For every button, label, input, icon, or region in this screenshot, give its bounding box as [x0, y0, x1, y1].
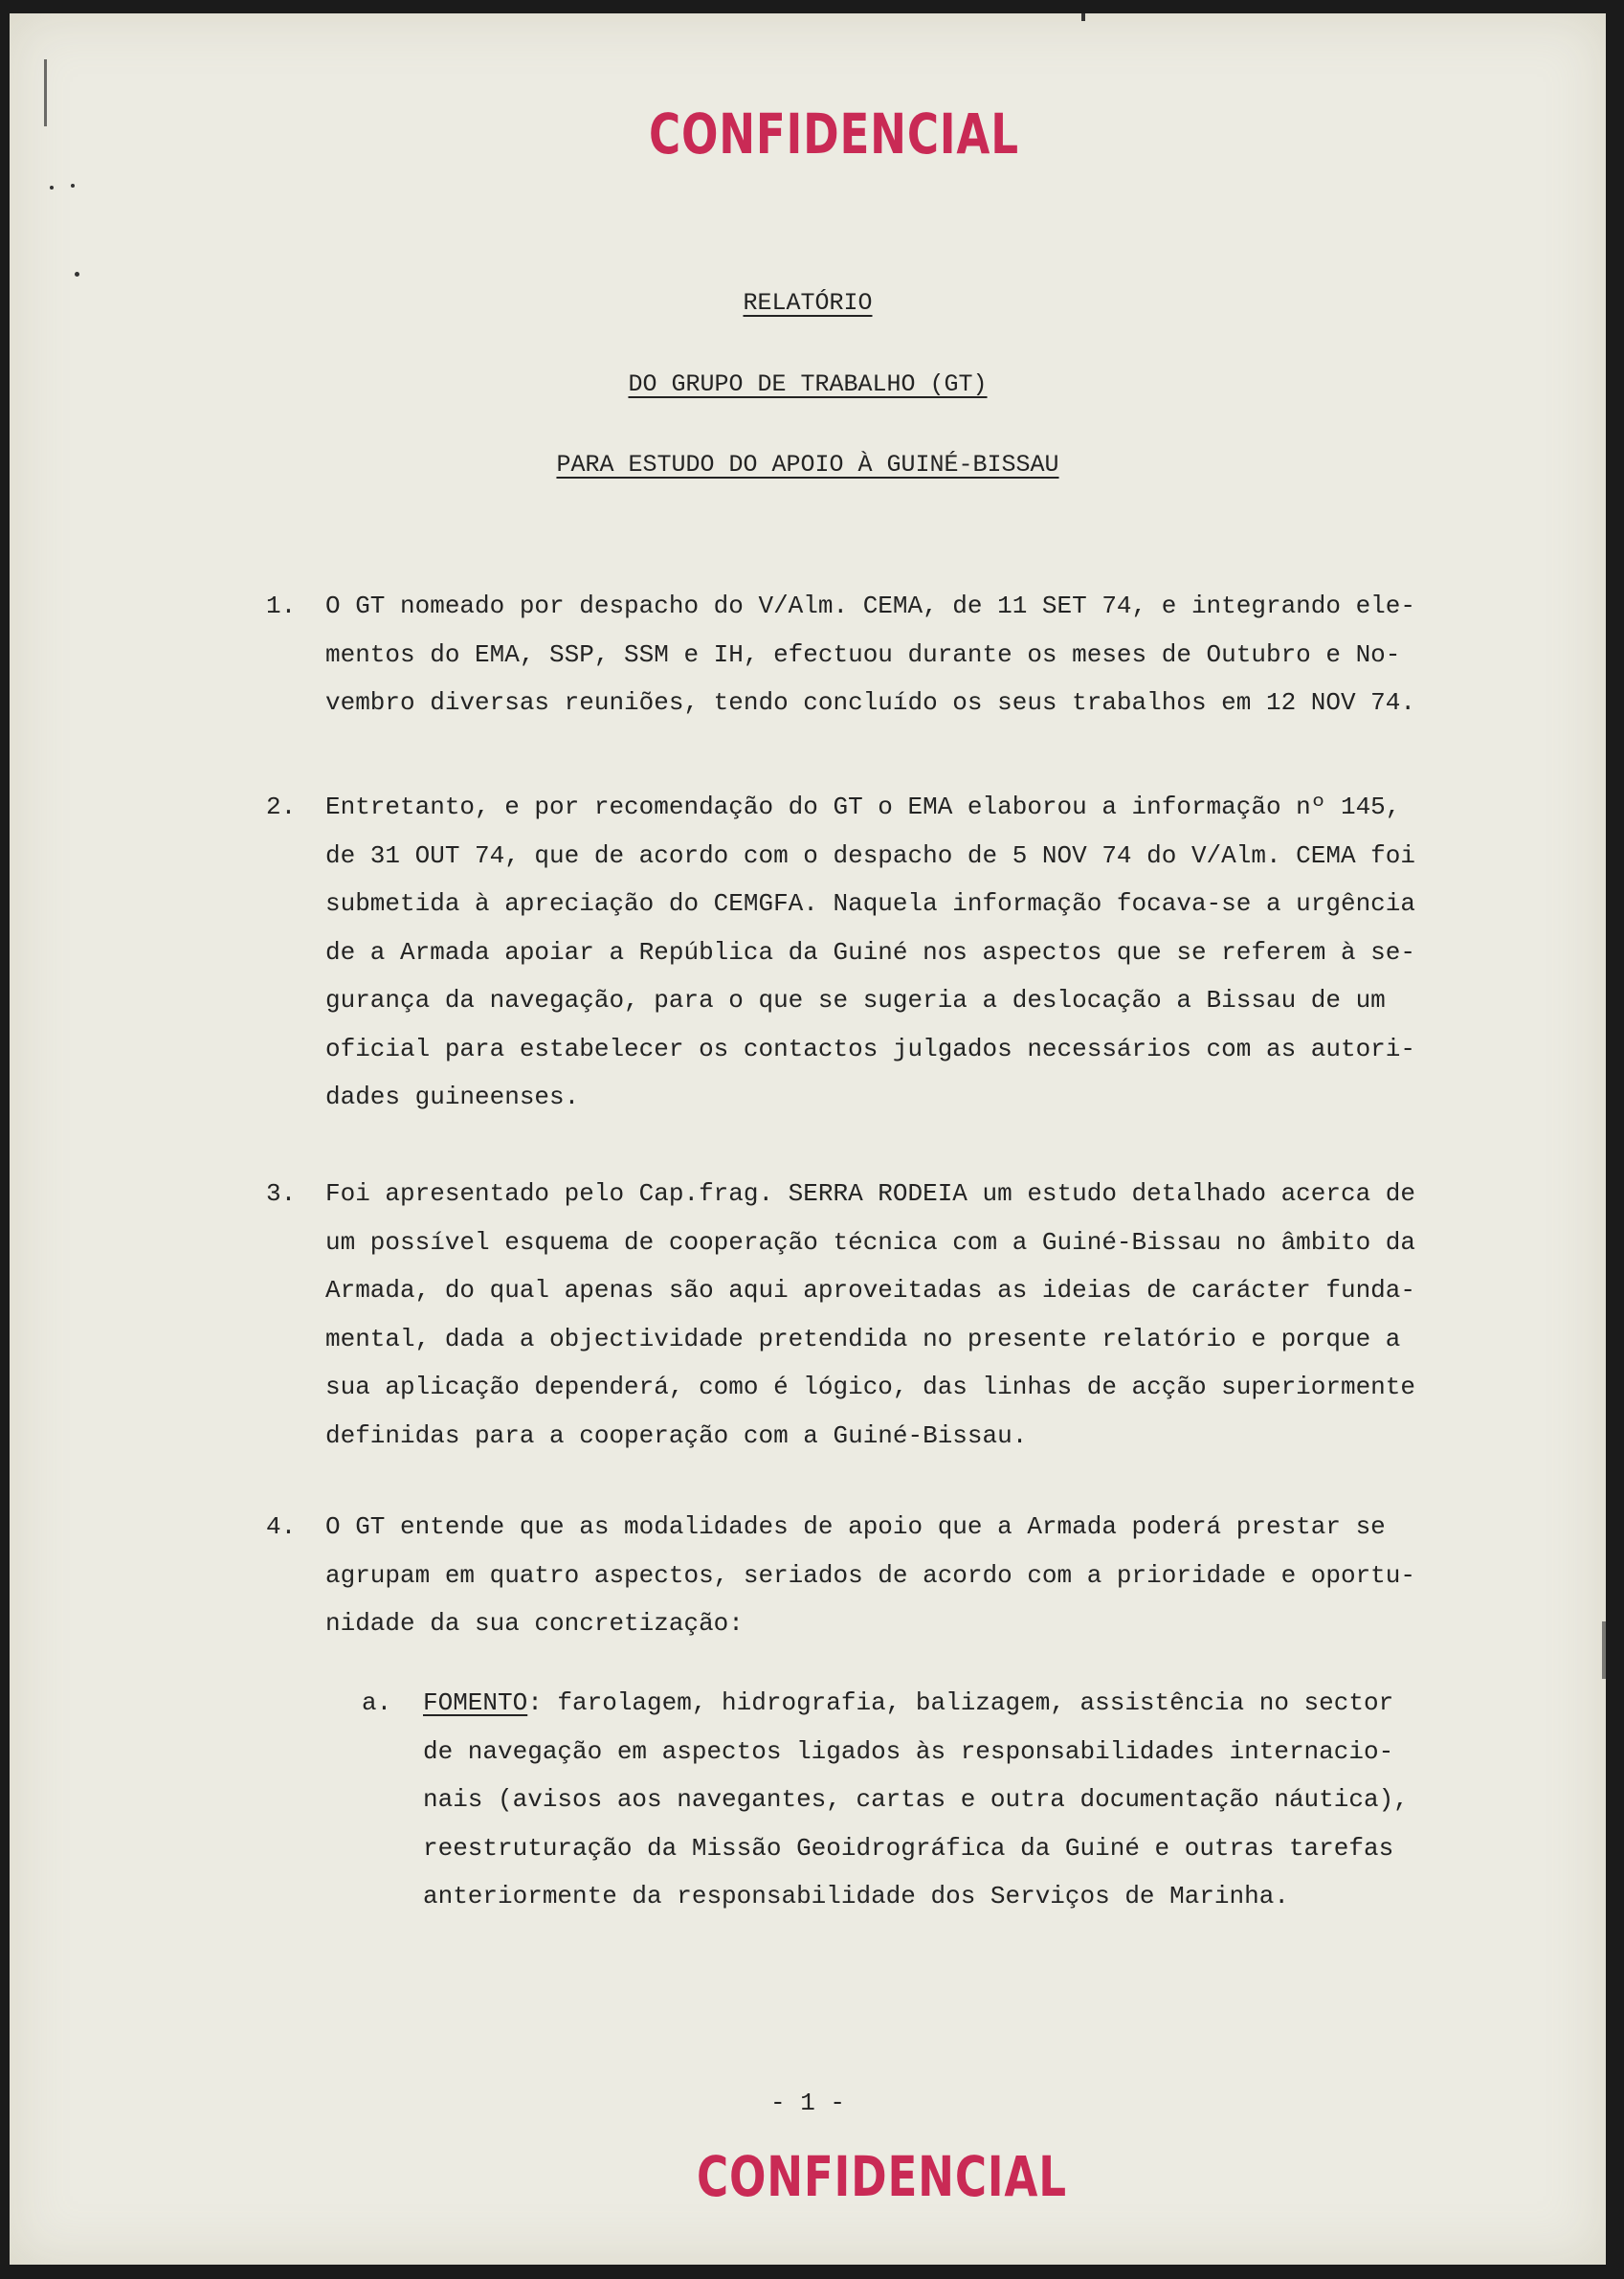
paragraph-line: sua aplicação dependerá, como é lógico, das linhas de acção superiormente: [325, 1373, 1415, 1401]
paragraph-4: [325, 1503, 1415, 1648]
margin-mark: [1081, 13, 1085, 21]
confidential-stamp-bottom: CONFIDENCIAL: [697, 2144, 1067, 2209]
subitem-line: reestruturação da Missão Geoidrográfica da Guiné e outras tarefas: [423, 1833, 1394, 1863]
margin-mark: [44, 59, 47, 126]
margin-mark: [71, 184, 75, 188]
paragraph-line: de a Armada apoiar a República da Guiné nos aspectos que se referem à se-: [325, 937, 1415, 967]
subitem-first-line-rest: : farolagem, hidrografia, balizagem, assistência no sector: [527, 1688, 1394, 1717]
paragraph-line: Entretanto, e por recomendação do GT o EMA elaborou a informação nº 145,: [325, 793, 1401, 821]
paragraph-line: vembro diversas reuniões, tendo concluído os seus trabalhos em 12 NOV 74.: [325, 688, 1415, 717]
paragraph-line: agrupam em quatro aspectos, seriados de acordo com a prioridade e oportu-: [325, 1560, 1415, 1590]
paragraph-line: nidade da sua concretização:: [325, 1609, 744, 1638]
margin-mark: [75, 272, 79, 277]
subitem-first-line: [423, 1679, 1409, 1728]
paragraph-line: de 31 OUT 74, que de acordo com o despacho de 5 NOV 74 do V/Alm. CEMA foi: [325, 840, 1415, 870]
paragraph-number: 2.: [266, 793, 297, 821]
subitem-a: [423, 1679, 1409, 1921]
paragraph-number: 1.: [266, 592, 297, 620]
paragraph-line: O GT nomeado por despacho do V/Alm. CEMA, de 11 SET 74, e integrando ele-: [325, 592, 1415, 620]
subitem-line: de navegação em aspectos ligados às responsabilidades internacio-: [423, 1736, 1394, 1766]
paragraph-line: mentos do EMA, SSP, SSM e IH, efectuou durante os meses de Outubro e No-: [325, 639, 1401, 669]
paragraph-line: gurança da navegação, para o que se sugeria a deslocação a Bissau de um: [325, 986, 1386, 1015]
paragraph-2: [325, 783, 1415, 1122]
paragraph-line: mental, dada a objectividade pretendida no presente relatório e porque a: [325, 1324, 1401, 1353]
paragraph-line: O GT entende que as modalidades de apoio que a Armada poderá prestar se: [325, 1512, 1386, 1541]
paragraph-line: Armada, do qual apenas são aqui aproveitadas as ideias de carácter funda-: [325, 1276, 1415, 1305]
paragraph-number: 4.: [266, 1512, 297, 1541]
paragraph-3: [325, 1170, 1415, 1460]
report-subject: PARA ESTUDO DO APOIO À GUINÉ-BISSAU: [556, 451, 1059, 479]
paragraph-line: submetida à apreciação do CEMGFA. Naquela informação focava-se a urgência: [325, 889, 1415, 918]
subitem-line: nais (avisos aos navegantes, cartas e outra documentação náutica),: [423, 1785, 1409, 1814]
document-page: [10, 13, 1606, 2265]
paragraph-1: [325, 582, 1415, 727]
confidential-stamp-top: CONFIDENCIAL: [649, 101, 1019, 167]
paragraph-line: dades guineenses.: [325, 1083, 580, 1111]
subitem-letter: a.: [362, 1688, 392, 1717]
report-title: RELATÓRIO: [743, 289, 873, 317]
margin-mark: [1602, 1621, 1606, 1679]
paragraph-line: um possível esquema de cooperação técnica com a Guiné-Bissau no âmbito da: [325, 1227, 1415, 1257]
paragraph-line: Foi apresentado pelo Cap.frag. SERRA RODEIA um estudo detalhado acerca de: [325, 1179, 1415, 1208]
paragraph-line: definidas para a cooperação com a Guiné-Bissau.: [325, 1420, 1028, 1450]
paragraph-line: oficial para estabelecer os contactos julgados necessários com as autori-: [325, 1034, 1415, 1063]
subitem-keyword: FOMENTO: [423, 1688, 528, 1717]
margin-mark: [50, 186, 54, 190]
report-subtitle: DO GRUPO DE TRABALHO (GT): [628, 370, 988, 398]
paragraph-number: 3.: [266, 1179, 297, 1208]
page-number: - 1 -: [769, 2089, 845, 2117]
subitem-line: anteriormente da responsabilidade dos Serviços de Marinha.: [423, 1882, 1289, 1910]
